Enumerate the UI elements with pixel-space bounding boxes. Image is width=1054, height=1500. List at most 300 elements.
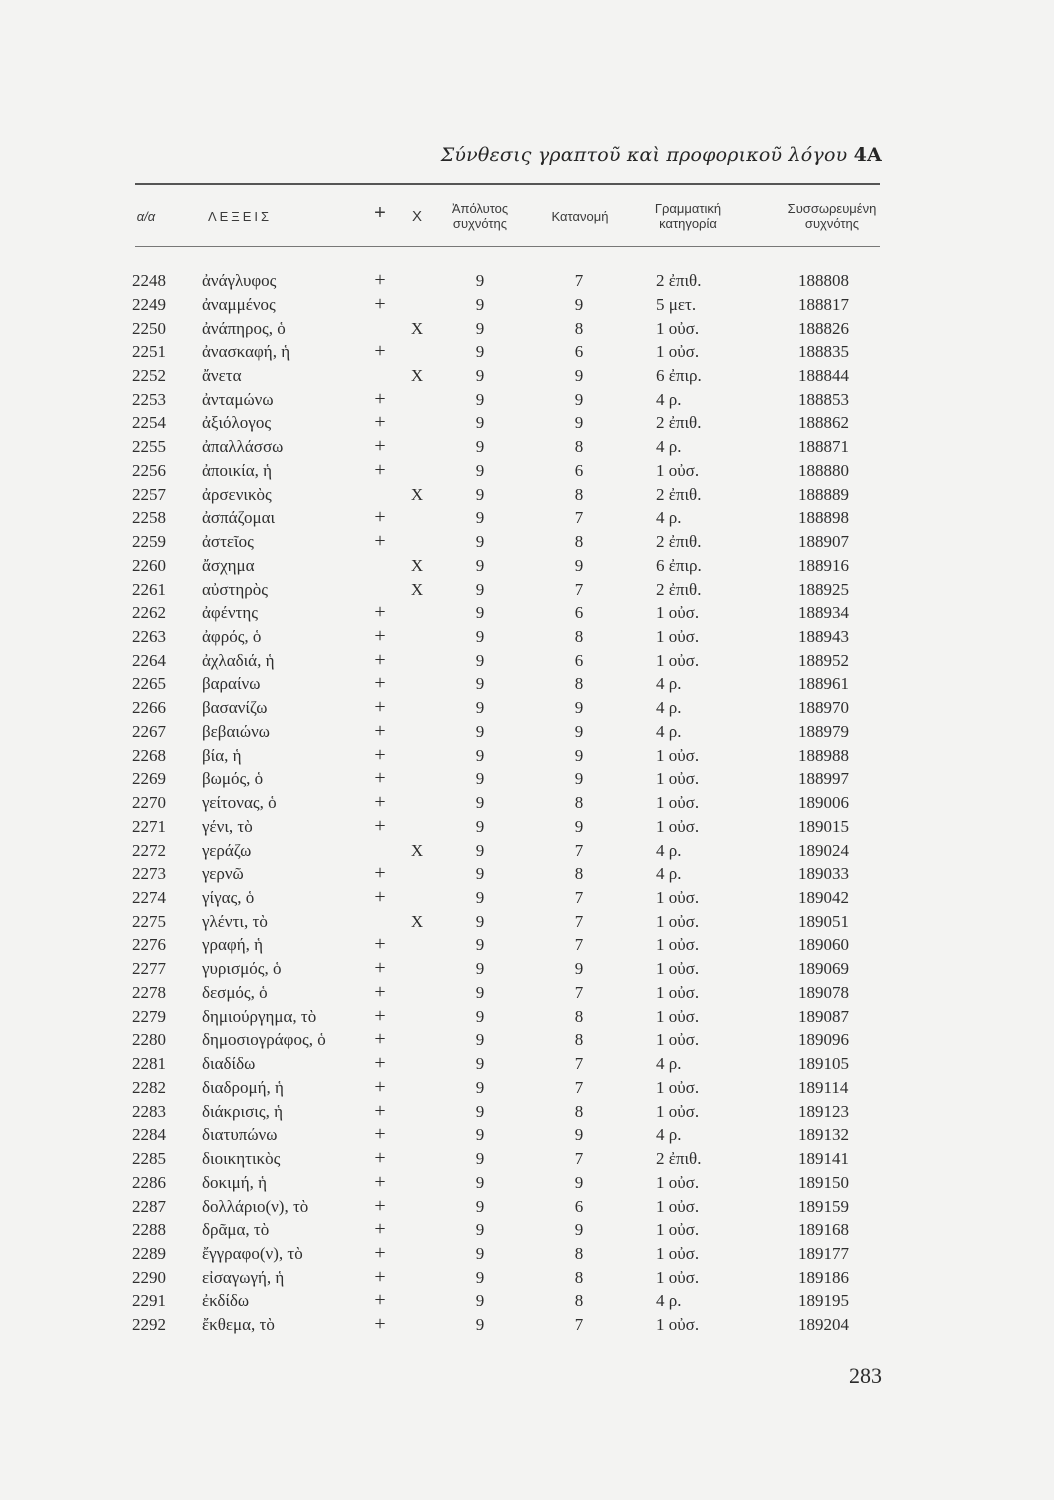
cell-cumulative-frequency: 189033 bbox=[798, 864, 849, 884]
cell-cumulative-frequency: 188988 bbox=[798, 745, 849, 765]
table-row bbox=[0, 627, 1054, 651]
cell-distribution: 8 bbox=[574, 484, 584, 504]
col-header-x: Χ bbox=[411, 208, 422, 225]
col-header-distribution: Κατανομή bbox=[551, 209, 609, 224]
cell-cumulative-frequency: 188808 bbox=[798, 271, 849, 290]
table-row bbox=[0, 814, 1054, 841]
cell-number: 2255 bbox=[132, 437, 166, 457]
cell-distribution: 6 bbox=[574, 650, 584, 670]
cell-distribution: 9 bbox=[574, 721, 584, 741]
cell-distribution: 9 bbox=[574, 365, 584, 385]
cell-number: 2260 bbox=[132, 555, 166, 575]
cell-distribution: 9 bbox=[574, 294, 584, 314]
cell-number: 2280 bbox=[132, 1030, 166, 1050]
cell-word: διαδίδω bbox=[202, 1054, 256, 1074]
col-header-cum-line2: συχνότης bbox=[804, 216, 860, 231]
cell-word: ἀνάπηρος, ὁ bbox=[202, 318, 286, 338]
cell-word: ἐκδίδω bbox=[202, 1291, 250, 1311]
cell-category: 4 ρ. bbox=[656, 389, 682, 409]
cell-word: ἄσχημα bbox=[202, 555, 255, 575]
cell-word: γένι, τὸ bbox=[202, 816, 253, 836]
cell-number: 2265 bbox=[132, 674, 166, 694]
cell-plus-mark: + bbox=[374, 1099, 386, 1122]
col-header-cumulative-frequency bbox=[772, 201, 892, 231]
cell-word: βαραίνω bbox=[202, 674, 261, 694]
cell-category: 1 οὐσ. bbox=[656, 1220, 700, 1240]
cell-absolute-frequency: 9 bbox=[475, 579, 485, 599]
cell-word: ἀποικία, ἡ bbox=[202, 460, 273, 480]
cell-cumulative-frequency: 188979 bbox=[798, 721, 849, 741]
cell-number: 2270 bbox=[132, 793, 166, 813]
cell-distribution: 6 bbox=[574, 1196, 584, 1216]
table-row bbox=[0, 1054, 1054, 1078]
cell-distribution: 9 bbox=[574, 555, 584, 575]
cell-absolute-frequency: 9 bbox=[475, 1101, 485, 1121]
cell-distribution: 9 bbox=[574, 1125, 584, 1145]
table-row bbox=[0, 485, 1054, 509]
running-title-text: Σύνθεσις γραπτοῦ καὶ προφορικοῦ λόγου bbox=[440, 144, 848, 166]
cell-category: 4 ρ. bbox=[656, 674, 682, 694]
table-row bbox=[0, 935, 1054, 959]
cell-plus-mark: + bbox=[374, 1052, 386, 1075]
cell-word: ἀπαλλάσσω bbox=[202, 437, 284, 457]
cell-cumulative-frequency: 188817 bbox=[798, 294, 849, 314]
cell-number: 2283 bbox=[132, 1101, 166, 1121]
col-header-cat-line1: Γραμματική bbox=[654, 201, 722, 216]
col-header-cum-line1: Συσσωρευμένη bbox=[787, 201, 877, 216]
cell-cumulative-frequency: 188934 bbox=[798, 603, 849, 623]
cell-category: 5 μετ. bbox=[656, 294, 697, 314]
cell-absolute-frequency: 9 bbox=[475, 1030, 485, 1050]
cell-word: ἀστεῖος bbox=[202, 532, 254, 551]
table-row bbox=[0, 387, 1054, 414]
cell-absolute-frequency: 9 bbox=[475, 769, 485, 789]
cell-absolute-frequency: 9 bbox=[475, 721, 485, 741]
table-row bbox=[0, 342, 1054, 366]
table-row bbox=[0, 1241, 1054, 1268]
cell-word: ἀνάγλυφος bbox=[202, 271, 277, 290]
cell-distribution: 8 bbox=[574, 532, 584, 551]
cell-distribution: 9 bbox=[574, 816, 584, 836]
cell-category: 4 ρ. bbox=[656, 698, 682, 718]
cell-number: 2258 bbox=[132, 508, 166, 528]
cell-distribution: 8 bbox=[574, 1291, 584, 1311]
cell-distribution: 7 bbox=[574, 1077, 584, 1097]
cell-plus-mark: + bbox=[374, 1123, 386, 1146]
cell-category: 1 οὐσ. bbox=[656, 627, 700, 646]
cell-plus-mark: + bbox=[374, 1194, 386, 1217]
table-row bbox=[0, 648, 1054, 675]
cell-plus-mark: + bbox=[374, 862, 386, 885]
cell-distribution: 8 bbox=[574, 793, 584, 813]
cell-word: ἀχλαδιά, ἡ bbox=[202, 650, 275, 670]
cell-absolute-frequency: 9 bbox=[475, 1172, 485, 1192]
cell-distribution: 9 bbox=[574, 745, 584, 765]
cell-word: γλέντι, τὸ bbox=[202, 911, 268, 931]
cell-number: 2257 bbox=[132, 484, 166, 504]
cell-distribution: 8 bbox=[574, 318, 584, 338]
cell-word: ἀφρός, ὁ bbox=[202, 627, 262, 646]
cell-category: 1 οὐσ. bbox=[656, 816, 700, 836]
cell-cumulative-frequency: 189123 bbox=[798, 1101, 849, 1121]
cell-absolute-frequency: 9 bbox=[475, 935, 485, 955]
cell-category: 2 ἐπιθ. bbox=[656, 532, 702, 551]
cell-cumulative-frequency: 188853 bbox=[798, 389, 849, 409]
cell-cumulative-frequency: 188997 bbox=[798, 769, 849, 789]
cell-category: 4 ρ. bbox=[656, 721, 682, 741]
table-row bbox=[0, 1220, 1054, 1244]
table-row bbox=[0, 292, 1054, 319]
cell-distribution: 7 bbox=[574, 271, 584, 290]
cell-plus-mark: + bbox=[374, 625, 386, 647]
table-row bbox=[0, 1149, 1054, 1173]
cell-cumulative-frequency: 188925 bbox=[798, 579, 849, 599]
table-row bbox=[0, 1004, 1054, 1031]
cell-category: 1 οὐσ. bbox=[656, 935, 700, 955]
cell-word: ἀναμμένος bbox=[202, 294, 276, 314]
cell-absolute-frequency: 9 bbox=[475, 1243, 485, 1263]
cell-cumulative-frequency: 189150 bbox=[798, 1172, 849, 1192]
cell-word: ἀρσενικὸς bbox=[202, 484, 272, 504]
cell-cumulative-frequency: 189159 bbox=[798, 1196, 849, 1216]
cell-distribution: 9 bbox=[574, 1172, 584, 1192]
cell-plus-mark: + bbox=[374, 814, 386, 837]
cell-word: δρᾶμα, τὸ bbox=[202, 1220, 270, 1240]
cell-category: 2 ἐπιθ. bbox=[656, 1149, 702, 1168]
cell-plus-mark: + bbox=[374, 1147, 386, 1169]
cell-number: 2254 bbox=[132, 413, 166, 433]
cell-number: 2275 bbox=[132, 911, 166, 931]
table-row bbox=[0, 1125, 1054, 1149]
cell-plus-mark: + bbox=[374, 1170, 386, 1193]
cell-distribution: 8 bbox=[574, 1243, 584, 1263]
cell-category: 1 οὐσ. bbox=[656, 650, 700, 670]
col-header-abs-line1: Ἀπόλυτος bbox=[451, 201, 509, 216]
cell-absolute-frequency: 9 bbox=[475, 1149, 485, 1168]
col-header-cat-line2: κατηγορία bbox=[659, 216, 717, 231]
cell-category: 4 ρ. bbox=[656, 1125, 682, 1145]
cell-distribution: 9 bbox=[574, 413, 584, 433]
cell-number: 2267 bbox=[132, 721, 166, 741]
cell-cumulative-frequency: 188952 bbox=[798, 650, 849, 670]
cell-category: 1 οὐσ. bbox=[656, 1101, 700, 1121]
table-row bbox=[0, 508, 1054, 532]
cell-distribution: 9 bbox=[574, 959, 584, 979]
cell-number: 2272 bbox=[132, 840, 166, 860]
cell-cumulative-frequency: 188862 bbox=[798, 413, 849, 433]
col-header-no: α/α bbox=[136, 209, 156, 224]
cell-absolute-frequency: 9 bbox=[475, 271, 485, 290]
cell-distribution: 9 bbox=[574, 1220, 584, 1240]
cell-plus-mark: + bbox=[374, 269, 386, 291]
table-row bbox=[0, 413, 1054, 437]
cell-absolute-frequency: 9 bbox=[475, 555, 485, 575]
cell-absolute-frequency: 9 bbox=[475, 603, 485, 623]
cell-number: 2264 bbox=[132, 650, 166, 670]
cell-absolute-frequency: 9 bbox=[475, 840, 485, 860]
cell-number: 2266 bbox=[132, 698, 166, 718]
cell-number: 2288 bbox=[132, 1220, 166, 1240]
cell-cumulative-frequency: 189006 bbox=[798, 793, 849, 813]
cell-category: 1 οὐσ. bbox=[656, 1267, 700, 1287]
col-header-abs-line2: συχνότης bbox=[452, 216, 508, 231]
cell-word: δεσμός, ὁ bbox=[202, 982, 268, 1002]
cell-cumulative-frequency: 188844 bbox=[798, 365, 849, 385]
cell-distribution: 9 bbox=[574, 769, 584, 789]
cell-category: 1 οὐσ. bbox=[656, 982, 700, 1002]
cell-cumulative-frequency: 188943 bbox=[798, 627, 849, 646]
cell-number: 2282 bbox=[132, 1077, 166, 1097]
cell-plus-mark: + bbox=[374, 1241, 386, 1264]
cell-number: 2285 bbox=[132, 1149, 166, 1168]
cell-number: 2256 bbox=[132, 460, 166, 480]
cell-number: 2276 bbox=[132, 935, 166, 955]
cell-absolute-frequency: 9 bbox=[475, 864, 485, 884]
cell-absolute-frequency: 9 bbox=[475, 650, 485, 670]
cell-word: διάκρισις, ἡ bbox=[202, 1101, 283, 1121]
cell-word: δημιούργημα, τὸ bbox=[202, 1006, 317, 1026]
cell-number: 2248 bbox=[132, 271, 166, 290]
table-row bbox=[0, 1194, 1054, 1221]
cell-absolute-frequency: 9 bbox=[475, 1220, 485, 1240]
cell-x-mark: Χ bbox=[410, 555, 424, 575]
cell-absolute-frequency: 9 bbox=[475, 627, 485, 646]
cell-number: 2271 bbox=[132, 816, 166, 836]
cell-word: διαδρομή, ἡ bbox=[202, 1077, 284, 1097]
cell-distribution: 7 bbox=[574, 579, 584, 599]
cell-category: 1 οὐσ. bbox=[656, 1315, 700, 1335]
cell-word: ἀσπάζομαι bbox=[202, 508, 276, 528]
cell-word: ἔγγραφο(ν), τὸ bbox=[202, 1243, 303, 1263]
cell-category: 1 οὐσ. bbox=[656, 1243, 700, 1263]
cell-plus-mark: + bbox=[374, 340, 386, 363]
cell-plus-mark: + bbox=[374, 1313, 386, 1336]
cell-absolute-frequency: 9 bbox=[475, 1196, 485, 1216]
table-row bbox=[0, 793, 1054, 817]
cell-distribution: 6 bbox=[574, 603, 584, 623]
cell-cumulative-frequency: 188970 bbox=[798, 698, 849, 718]
cell-number: 2278 bbox=[132, 982, 166, 1002]
cell-absolute-frequency: 9 bbox=[475, 745, 485, 765]
cell-absolute-frequency: 9 bbox=[475, 413, 485, 433]
cell-absolute-frequency: 9 bbox=[475, 508, 485, 528]
cell-category: 1 οὐσ. bbox=[656, 745, 700, 765]
cell-word: αὐστηρὸς bbox=[202, 579, 268, 599]
cell-category: 1 οὐσ. bbox=[656, 460, 700, 480]
cell-x-mark: Χ bbox=[410, 911, 424, 931]
cell-word: βωμός, ὁ bbox=[202, 769, 264, 789]
table-header-rule bbox=[135, 246, 880, 247]
cell-distribution: 9 bbox=[574, 389, 584, 409]
cell-plus-mark: + bbox=[374, 1075, 386, 1098]
cell-plus-mark: + bbox=[374, 435, 386, 458]
cell-absolute-frequency: 9 bbox=[475, 437, 485, 457]
cell-absolute-frequency: 9 bbox=[475, 318, 485, 338]
cell-distribution: 9 bbox=[574, 698, 584, 718]
table-row bbox=[0, 271, 1054, 295]
cell-absolute-frequency: 9 bbox=[475, 982, 485, 1002]
table-top-rule bbox=[135, 183, 880, 185]
cell-cumulative-frequency: 188880 bbox=[798, 460, 849, 480]
cell-x-mark: Χ bbox=[410, 840, 424, 860]
cell-word: διοικητικὸς bbox=[202, 1149, 281, 1168]
cell-category: 1 οὐσ. bbox=[656, 1077, 700, 1097]
cell-distribution: 7 bbox=[574, 840, 584, 860]
cell-plus-mark: + bbox=[374, 292, 386, 315]
cell-distribution: 8 bbox=[574, 674, 584, 694]
cell-plus-mark: + bbox=[374, 696, 386, 719]
cell-number: 2274 bbox=[132, 888, 166, 907]
cell-cumulative-frequency: 189168 bbox=[798, 1220, 849, 1240]
cell-plus-mark: + bbox=[374, 719, 386, 742]
cell-category: 4 ρ. bbox=[656, 437, 682, 457]
cell-absolute-frequency: 9 bbox=[475, 816, 485, 836]
cell-x-mark: Χ bbox=[410, 484, 424, 504]
cell-word: ἀνταμώνω bbox=[202, 389, 274, 409]
cell-word: ἀξιόλογος bbox=[202, 413, 272, 433]
cell-absolute-frequency: 9 bbox=[475, 1054, 485, 1074]
table-row bbox=[0, 437, 1054, 461]
cell-plus-mark: + bbox=[374, 1289, 386, 1312]
cell-category: 4 ρ. bbox=[656, 840, 682, 860]
cell-category: 6 ἐπιρ. bbox=[656, 365, 702, 385]
cell-absolute-frequency: 9 bbox=[475, 484, 485, 504]
cell-plus-mark: + bbox=[374, 767, 386, 790]
running-title bbox=[441, 144, 882, 166]
cell-cumulative-frequency: 188889 bbox=[798, 484, 849, 504]
cell-number: 2287 bbox=[132, 1196, 166, 1216]
cell-number: 2261 bbox=[132, 579, 166, 599]
cell-category: 1 οὐσ. bbox=[656, 1006, 700, 1026]
cell-word: γεράζω bbox=[202, 840, 252, 860]
cell-distribution: 7 bbox=[574, 982, 584, 1002]
cell-absolute-frequency: 9 bbox=[475, 365, 485, 385]
table-row bbox=[0, 719, 1054, 746]
cell-plus-mark: + bbox=[374, 886, 386, 908]
cell-absolute-frequency: 9 bbox=[475, 793, 485, 813]
table-row bbox=[0, 980, 1054, 1007]
table-row bbox=[0, 1315, 1054, 1339]
cell-number: 2249 bbox=[132, 294, 166, 314]
cell-absolute-frequency: 9 bbox=[475, 698, 485, 718]
cell-cumulative-frequency: 189195 bbox=[798, 1291, 849, 1311]
cell-number: 2253 bbox=[132, 389, 166, 409]
cell-cumulative-frequency: 188871 bbox=[798, 437, 849, 457]
cell-distribution: 7 bbox=[574, 508, 584, 528]
cell-category: 1 οὐσ. bbox=[656, 1172, 700, 1192]
cell-category: 2 ἐπιθ. bbox=[656, 484, 702, 504]
cell-plus-mark: + bbox=[374, 387, 386, 410]
cell-cumulative-frequency: 189015 bbox=[798, 816, 849, 836]
cell-number: 2263 bbox=[132, 627, 166, 646]
table-row bbox=[0, 864, 1054, 888]
table-row bbox=[0, 674, 1054, 698]
cell-plus-mark: + bbox=[374, 648, 386, 671]
cell-cumulative-frequency: 189186 bbox=[798, 1267, 849, 1287]
table-row bbox=[0, 698, 1054, 722]
cell-distribution: 8 bbox=[574, 1101, 584, 1121]
cell-absolute-frequency: 9 bbox=[475, 888, 485, 907]
cell-category: 1 οὐσ. bbox=[656, 318, 700, 338]
cell-number: 2262 bbox=[132, 603, 166, 623]
cell-category: 1 οὐσ. bbox=[656, 888, 700, 907]
table-row bbox=[0, 1291, 1054, 1315]
cell-absolute-frequency: 9 bbox=[475, 389, 485, 409]
cell-category: 1 οὐσ. bbox=[656, 959, 700, 979]
cell-word: βασανίζω bbox=[202, 698, 268, 718]
cell-absolute-frequency: 9 bbox=[475, 1006, 485, 1026]
cell-category: 2 ἐπιθ. bbox=[656, 579, 702, 599]
cell-cumulative-frequency: 188961 bbox=[798, 674, 849, 694]
cell-word: γείτονας, ὁ bbox=[202, 793, 277, 813]
cell-category: 1 οὐσ. bbox=[656, 1196, 700, 1216]
cell-x-mark: Χ bbox=[410, 365, 424, 385]
cell-absolute-frequency: 9 bbox=[475, 1315, 485, 1335]
table-row bbox=[0, 1099, 1054, 1126]
cell-number: 2279 bbox=[132, 1006, 166, 1026]
table-row bbox=[0, 458, 1054, 485]
cell-category: 4 ρ. bbox=[656, 508, 682, 528]
cell-category: 1 οὐσ. bbox=[656, 1030, 700, 1050]
cell-distribution: 8 bbox=[574, 864, 584, 884]
cell-absolute-frequency: 9 bbox=[475, 1291, 485, 1311]
cell-absolute-frequency: 9 bbox=[475, 1125, 485, 1145]
cell-plus-mark: + bbox=[374, 933, 386, 956]
cell-word: ἀνασκαφή, ἡ bbox=[202, 342, 291, 362]
cell-word: γυρισμός, ὁ bbox=[202, 959, 282, 979]
cell-plus-mark: + bbox=[374, 458, 386, 481]
cell-plus-mark: + bbox=[374, 743, 386, 766]
cell-word: ἀφέντης bbox=[202, 603, 258, 623]
cell-category: 4 ρ. bbox=[656, 864, 682, 884]
cell-distribution: 7 bbox=[574, 1315, 584, 1335]
cell-number: 2273 bbox=[132, 864, 166, 884]
page-number: 283 bbox=[849, 1363, 882, 1388]
col-header-word: ΛΕΞΕΙΣ bbox=[207, 209, 273, 224]
cell-cumulative-frequency: 189096 bbox=[798, 1030, 849, 1050]
cell-plus-mark: + bbox=[374, 506, 386, 529]
cell-number: 2259 bbox=[132, 532, 166, 551]
cell-word: γραφή, ἡ bbox=[202, 935, 263, 955]
cell-cumulative-frequency: 189204 bbox=[798, 1315, 849, 1335]
cell-x-mark: Χ bbox=[410, 318, 424, 338]
table-row bbox=[0, 319, 1054, 343]
cell-category: 1 οὐσ. bbox=[656, 911, 700, 931]
cell-plus-mark: + bbox=[374, 672, 386, 695]
cell-absolute-frequency: 9 bbox=[475, 911, 485, 931]
cell-absolute-frequency: 9 bbox=[475, 294, 485, 314]
cell-plus-mark: + bbox=[374, 1004, 386, 1027]
cell-category: 6 ἐπιρ. bbox=[656, 555, 702, 575]
cell-distribution: 8 bbox=[574, 437, 584, 457]
cell-cumulative-frequency: 189078 bbox=[798, 982, 849, 1002]
cell-word: ἄνετα bbox=[202, 365, 242, 385]
cell-category: 2 ἐπιθ. bbox=[656, 413, 702, 433]
cell-distribution: 8 bbox=[574, 1267, 584, 1287]
col-header-absolute-frequency bbox=[440, 201, 520, 231]
cell-cumulative-frequency: 188826 bbox=[798, 318, 849, 338]
cell-word: δημοσιογράφος, ὁ bbox=[202, 1030, 326, 1050]
cell-word: δοκιμή, ἡ bbox=[202, 1172, 268, 1192]
cell-number: 2269 bbox=[132, 769, 166, 789]
cell-absolute-frequency: 9 bbox=[475, 1267, 485, 1287]
cell-cumulative-frequency: 188835 bbox=[798, 342, 849, 362]
table-row bbox=[0, 556, 1054, 580]
cell-cumulative-frequency: 189024 bbox=[798, 840, 849, 860]
col-header-category bbox=[640, 201, 736, 231]
cell-distribution: 7 bbox=[574, 935, 584, 955]
cell-word: δολλάριο(ν), τὸ bbox=[202, 1196, 309, 1216]
